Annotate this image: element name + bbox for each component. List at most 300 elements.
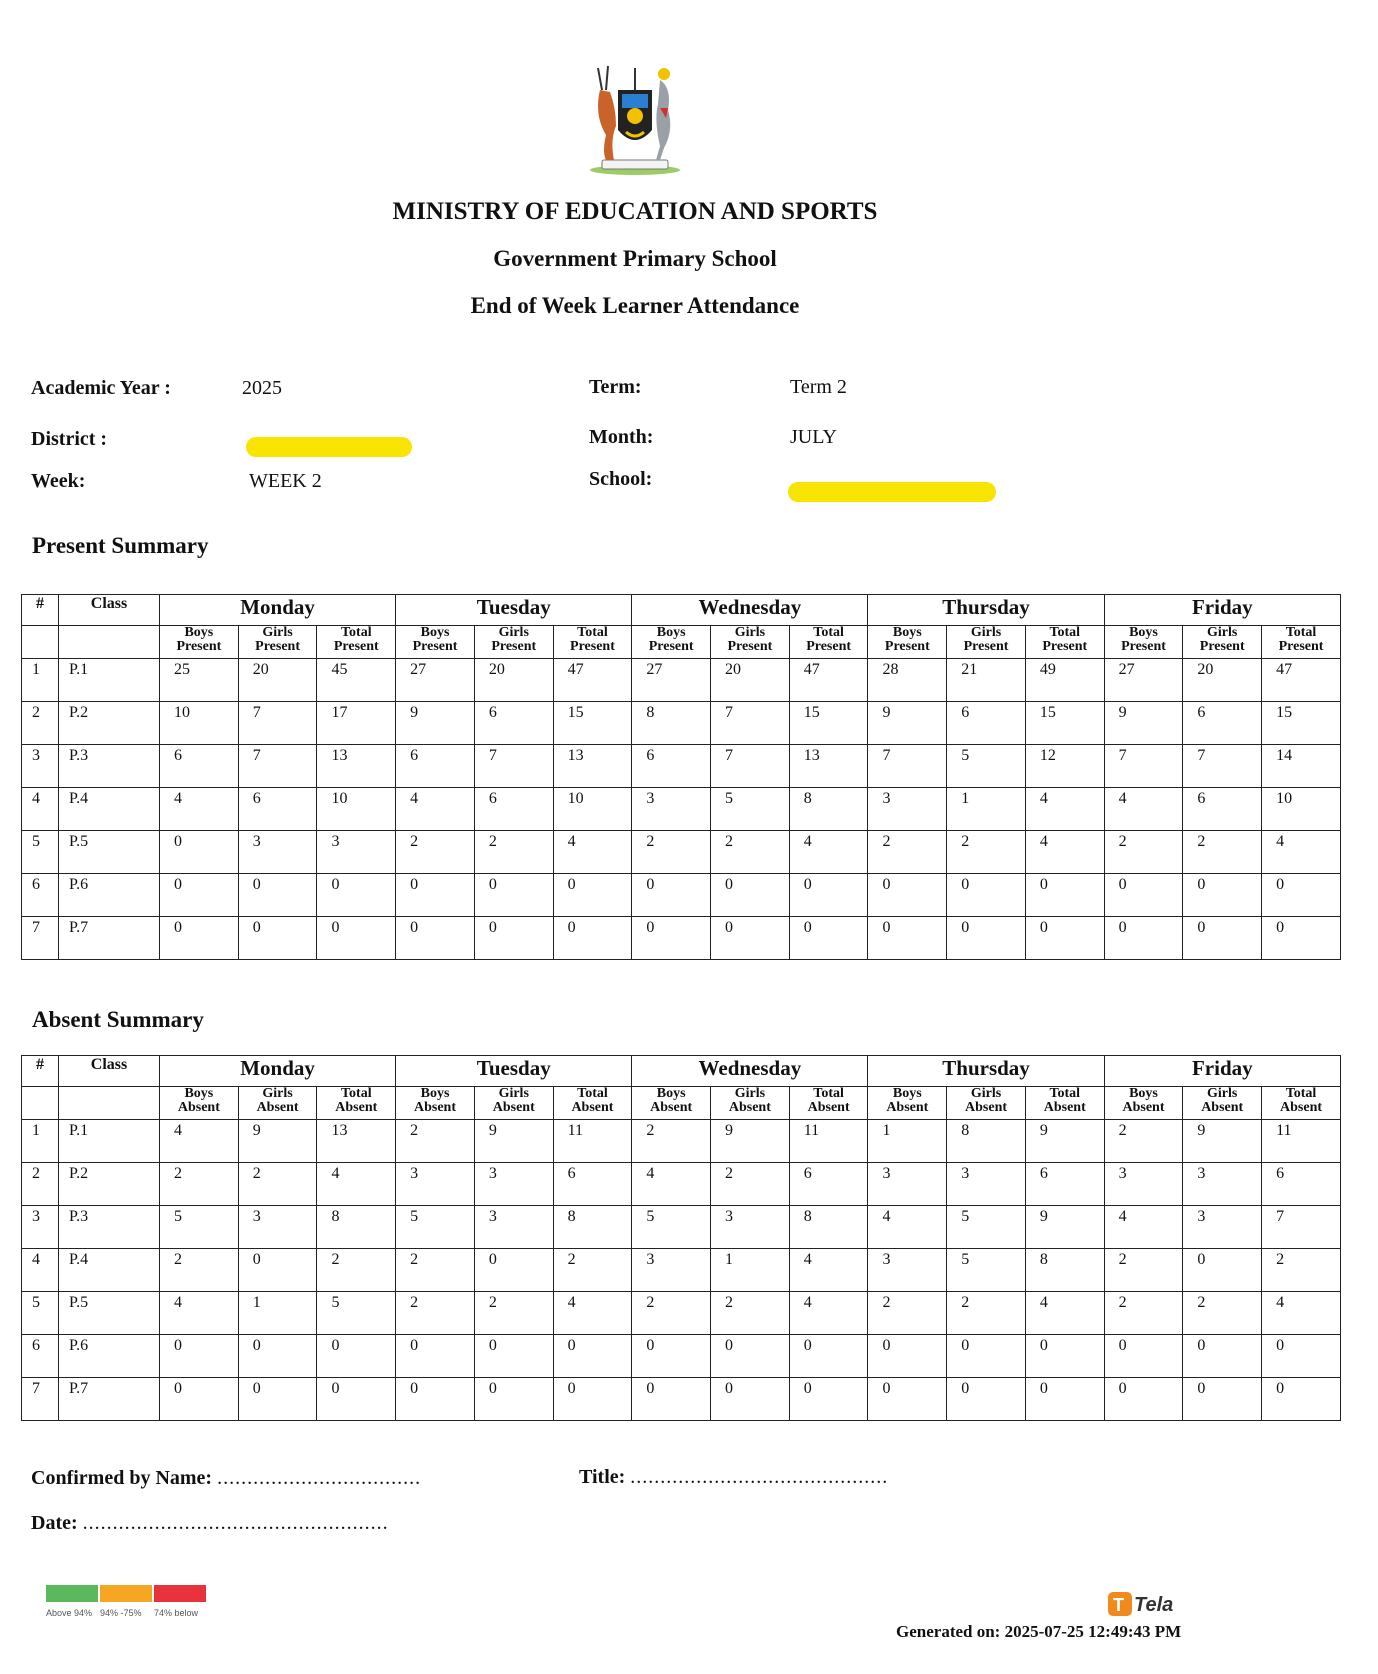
value-cell: 7: [474, 745, 553, 788]
value-cell: 0: [632, 917, 711, 960]
value-cell: 9: [238, 1120, 317, 1163]
row-number-cell: 1: [22, 659, 59, 702]
value-cell: 2: [396, 1249, 475, 1292]
value-cell: 7: [238, 702, 317, 745]
value-cell: 6: [789, 1163, 868, 1206]
value-cell: 0: [238, 1378, 317, 1421]
value-cell: 2: [1104, 1120, 1183, 1163]
value-cell: 2: [632, 831, 711, 874]
value-cell: 2: [868, 1292, 947, 1335]
value-cell: 13: [317, 1120, 396, 1163]
academic-year-label: Academic Year :: [31, 377, 171, 399]
present-sub-header-girls: Girls Present: [711, 626, 790, 659]
present-day-wednesday: Wednesday: [632, 595, 868, 626]
value-cell: 3: [474, 1206, 553, 1249]
value-cell: 12: [1025, 745, 1104, 788]
value-cell: 7: [238, 745, 317, 788]
value-cell: 0: [789, 874, 868, 917]
value-cell: 8: [789, 788, 868, 831]
value-cell: 4: [1025, 788, 1104, 831]
value-cell: 45: [317, 659, 396, 702]
value-cell: 2: [317, 1249, 396, 1292]
absent-sub-header-total: Total Absent: [553, 1087, 632, 1120]
value-cell: 0: [1025, 917, 1104, 960]
present-sub-header-total: Total Present: [1262, 626, 1341, 659]
value-cell: 4: [789, 1249, 868, 1292]
value-cell: 0: [160, 917, 239, 960]
present-day-tuesday: Tuesday: [396, 595, 632, 626]
value-cell: 4: [1025, 1292, 1104, 1335]
value-cell: 0: [1025, 1378, 1104, 1421]
table-row: [22, 1206, 1341, 1249]
value-cell: 8: [632, 702, 711, 745]
value-cell: 27: [632, 659, 711, 702]
value-cell: 11: [553, 1120, 632, 1163]
value-cell: 0: [868, 1335, 947, 1378]
present-sub-header-boys: Boys Present: [160, 626, 239, 659]
value-cell: 7: [1104, 745, 1183, 788]
row-number-cell: 7: [22, 1378, 59, 1421]
value-cell: 7: [711, 745, 790, 788]
value-cell: 2: [160, 1249, 239, 1292]
value-cell: 27: [396, 659, 475, 702]
date-field: [31, 1512, 389, 1535]
value-cell: 0: [474, 1378, 553, 1421]
value-cell: 0: [317, 874, 396, 917]
value-cell: 0: [238, 874, 317, 917]
value-cell: 0: [1183, 874, 1262, 917]
date-line: ...................................................: [82, 1512, 389, 1534]
value-cell: 13: [789, 745, 868, 788]
present-day-thursday: Thursday: [868, 595, 1104, 626]
absent-day-wednesday: Wednesday: [632, 1056, 868, 1087]
value-cell: 1: [947, 788, 1026, 831]
value-cell: 4: [789, 1292, 868, 1335]
value-cell: 20: [1183, 659, 1262, 702]
value-cell: 9: [1104, 702, 1183, 745]
value-cell: 8: [789, 1206, 868, 1249]
table-row: [22, 917, 1341, 960]
value-cell: 2: [711, 1163, 790, 1206]
value-cell: 9: [1025, 1206, 1104, 1249]
value-cell: 28: [868, 659, 947, 702]
value-cell: 1: [711, 1249, 790, 1292]
value-cell: 0: [868, 1378, 947, 1421]
value-cell: 27: [1104, 659, 1183, 702]
value-cell: 0: [396, 917, 475, 960]
absent-sub-header-total: Total Absent: [789, 1087, 868, 1120]
absent-sub-header-boys: Boys Absent: [632, 1087, 711, 1120]
value-cell: 3: [474, 1163, 553, 1206]
confirmed-by-line: ..................................: [217, 1467, 422, 1489]
value-cell: 2: [1104, 1292, 1183, 1335]
table-row: [22, 1249, 1341, 1292]
legend-label-low: 74% below: [154, 1608, 199, 1618]
row-number-cell: 2: [22, 1163, 59, 1206]
value-cell: 0: [868, 917, 947, 960]
value-cell: 0: [1104, 1378, 1183, 1421]
value-cell: 3: [317, 831, 396, 874]
present-sub-header-girls: Girls Present: [474, 626, 553, 659]
value-cell: 49: [1025, 659, 1104, 702]
value-cell: 4: [1262, 831, 1341, 874]
class-cell: P.3: [59, 1206, 160, 1249]
value-cell: 7: [1183, 745, 1262, 788]
table-row: [22, 702, 1341, 745]
value-cell: 0: [474, 1249, 553, 1292]
value-cell: 47: [553, 659, 632, 702]
school-type-heading: Government Primary School: [493, 246, 777, 271]
legend-swatch-green: [46, 1585, 98, 1602]
absent-summary-table: [21, 1055, 1341, 1421]
class-cell: P.5: [59, 1292, 160, 1335]
absent-day-monday: Monday: [160, 1056, 396, 1087]
value-cell: 0: [317, 917, 396, 960]
present-sub-header-boys: Boys Present: [868, 626, 947, 659]
table-row: [22, 831, 1341, 874]
absent-sub-header-total: Total Absent: [1025, 1087, 1104, 1120]
absent-sub-header-girls: Girls Absent: [711, 1087, 790, 1120]
value-cell: 9: [474, 1120, 553, 1163]
table-row: [22, 1292, 1341, 1335]
value-cell: 4: [1104, 1206, 1183, 1249]
present-sub-header-boys: Boys Present: [1104, 626, 1183, 659]
value-cell: 2: [711, 1292, 790, 1335]
value-cell: 3: [1104, 1163, 1183, 1206]
value-cell: 0: [1104, 1335, 1183, 1378]
title-line: ...........................................: [630, 1466, 889, 1488]
value-cell: 11: [1262, 1120, 1341, 1163]
value-cell: 10: [160, 702, 239, 745]
value-cell: 6: [1183, 702, 1262, 745]
value-cell: 0: [160, 1335, 239, 1378]
present-day-header-row: [22, 595, 1341, 626]
absent-sub-header-boys: Boys Absent: [868, 1087, 947, 1120]
value-cell: 15: [1262, 702, 1341, 745]
value-cell: 10: [553, 788, 632, 831]
value-cell: 0: [1025, 1335, 1104, 1378]
legend-swatch-orange: [100, 1585, 152, 1602]
value-cell: 6: [474, 702, 553, 745]
value-cell: 0: [317, 1335, 396, 1378]
row-number-cell: 5: [22, 1292, 59, 1335]
value-cell: 0: [789, 1335, 868, 1378]
absent-sub-header-girls: Girls Absent: [1183, 1087, 1262, 1120]
value-cell: 2: [632, 1120, 711, 1163]
class-cell: P.3: [59, 745, 160, 788]
value-cell: 0: [238, 1249, 317, 1292]
value-cell: 47: [789, 659, 868, 702]
row-number-cell: 6: [22, 874, 59, 917]
value-cell: 1: [868, 1120, 947, 1163]
value-cell: 0: [789, 917, 868, 960]
value-cell: 7: [1262, 1206, 1341, 1249]
present-sub-header-blank: [22, 626, 59, 659]
row-number-cell: 3: [22, 1206, 59, 1249]
district-label: District :: [31, 428, 108, 450]
value-cell: 5: [947, 745, 1026, 788]
report-title: End of Week Learner Attendance: [470, 293, 800, 318]
value-cell: 4: [160, 1292, 239, 1335]
class-cell: P.6: [59, 874, 160, 917]
confirmed-by-field: [31, 1467, 421, 1490]
school-label: School:: [589, 468, 653, 490]
value-cell: 3: [238, 831, 317, 874]
value-cell: 0: [1262, 1378, 1341, 1421]
value-cell: 3: [632, 1249, 711, 1292]
value-cell: 6: [1025, 1163, 1104, 1206]
value-cell: 0: [1262, 1335, 1341, 1378]
value-cell: 0: [1183, 917, 1262, 960]
legend-labels: [46, 1608, 208, 1618]
value-cell: 9: [1025, 1120, 1104, 1163]
value-cell: 6: [238, 788, 317, 831]
term-value: Term 2: [790, 376, 847, 398]
value-cell: 6: [1262, 1163, 1341, 1206]
value-cell: 2: [396, 1292, 475, 1335]
tela-brand-text: Tela: [1134, 1594, 1174, 1616]
value-cell: 2: [238, 1163, 317, 1206]
present-sub-header-total: Total Present: [789, 626, 868, 659]
value-cell: 0: [396, 874, 475, 917]
value-cell: 2: [632, 1292, 711, 1335]
value-cell: 0: [553, 874, 632, 917]
generated-timestamp: Generated on: 2025-07-25 12:49:43 PM: [896, 1622, 1182, 1641]
confirmed-by-label: Confirmed by Name:: [31, 1467, 213, 1489]
value-cell: 3: [238, 1206, 317, 1249]
table-row: [22, 1378, 1341, 1421]
value-cell: 1: [238, 1292, 317, 1335]
absent-sub-header-total: Total Absent: [1262, 1087, 1341, 1120]
value-cell: 5: [396, 1206, 475, 1249]
absent-sub-header-boys: Boys Absent: [1104, 1087, 1183, 1120]
value-cell: 4: [1025, 831, 1104, 874]
value-cell: 2: [396, 1120, 475, 1163]
value-cell: 0: [711, 1378, 790, 1421]
value-cell: 2: [396, 831, 475, 874]
value-cell: 8: [947, 1120, 1026, 1163]
value-cell: 20: [474, 659, 553, 702]
value-cell: 3: [868, 1163, 947, 1206]
present-sub-header-total: Total Present: [553, 626, 632, 659]
value-cell: 6: [1183, 788, 1262, 831]
absent-col-number: #: [22, 1056, 59, 1087]
value-cell: 2: [474, 1292, 553, 1335]
title-field: [579, 1466, 888, 1489]
value-cell: 20: [238, 659, 317, 702]
value-cell: 2: [1183, 1292, 1262, 1335]
value-cell: 5: [947, 1206, 1026, 1249]
district-redaction: [246, 437, 412, 457]
absent-day-thursday: Thursday: [868, 1056, 1104, 1087]
value-cell: 8: [553, 1206, 632, 1249]
absent-sub-header-blank: [22, 1087, 59, 1120]
week-value: WEEK 2: [249, 470, 322, 492]
table-row: [22, 745, 1341, 788]
value-cell: 0: [474, 1335, 553, 1378]
date-label: Date:: [31, 1512, 78, 1534]
row-number-cell: 7: [22, 917, 59, 960]
value-cell: 0: [1262, 874, 1341, 917]
absent-day-tuesday: Tuesday: [396, 1056, 632, 1087]
value-cell: 4: [632, 1163, 711, 1206]
row-number-cell: 4: [22, 1249, 59, 1292]
value-cell: 4: [160, 1120, 239, 1163]
svg-text:T: T: [1113, 1595, 1124, 1615]
table-row: [22, 1163, 1341, 1206]
table-row: [22, 1335, 1341, 1378]
value-cell: 10: [317, 788, 396, 831]
value-cell: 21: [947, 659, 1026, 702]
legend-label-high: Above 94%: [46, 1608, 93, 1618]
value-cell: 0: [1104, 917, 1183, 960]
value-cell: 10: [1262, 788, 1341, 831]
value-cell: 14: [1262, 745, 1341, 788]
value-cell: 4: [1104, 788, 1183, 831]
absent-sub-header-row: [22, 1087, 1341, 1120]
value-cell: 0: [553, 917, 632, 960]
legend-label-mid: 94% -75%: [100, 1608, 142, 1618]
absent-day-header-row: [22, 1056, 1341, 1087]
row-number-cell: 2: [22, 702, 59, 745]
value-cell: 6: [396, 745, 475, 788]
value-cell: 2: [947, 1292, 1026, 1335]
value-cell: 4: [789, 831, 868, 874]
color-legend: [46, 1585, 208, 1603]
present-sub-header-girls: Girls Present: [1183, 626, 1262, 659]
present-sub-header-girls: Girls Present: [238, 626, 317, 659]
class-cell: P.5: [59, 831, 160, 874]
class-cell: P.7: [59, 917, 160, 960]
table-row: [22, 788, 1341, 831]
class-cell: P.4: [59, 788, 160, 831]
value-cell: 0: [947, 917, 1026, 960]
value-cell: 2: [711, 831, 790, 874]
value-cell: 5: [632, 1206, 711, 1249]
present-sub-header-blank: [59, 626, 160, 659]
present-col-number: #: [22, 595, 59, 626]
value-cell: 0: [474, 874, 553, 917]
value-cell: 0: [1183, 1378, 1262, 1421]
value-cell: 0: [396, 1378, 475, 1421]
coat-of-arms-icon: [580, 60, 690, 175]
value-cell: 3: [1183, 1163, 1262, 1206]
legend-swatch-red: [154, 1585, 206, 1602]
academic-year-value: 2025: [242, 377, 282, 399]
value-cell: 2: [1104, 831, 1183, 874]
table-row: [22, 1120, 1341, 1163]
value-cell: 17: [317, 702, 396, 745]
value-cell: 3: [868, 788, 947, 831]
value-cell: 0: [1025, 874, 1104, 917]
value-cell: 3: [947, 1163, 1026, 1206]
value-cell: 0: [947, 1335, 1026, 1378]
value-cell: 9: [396, 702, 475, 745]
value-cell: 15: [553, 702, 632, 745]
row-number-cell: 1: [22, 1120, 59, 1163]
value-cell: 0: [947, 1378, 1026, 1421]
value-cell: 0: [1104, 874, 1183, 917]
value-cell: 2: [553, 1249, 632, 1292]
value-cell: 6: [160, 745, 239, 788]
class-cell: P.1: [59, 659, 160, 702]
value-cell: 2: [947, 831, 1026, 874]
table-row: [22, 659, 1341, 702]
present-sub-header-total: Total Present: [317, 626, 396, 659]
row-number-cell: 3: [22, 745, 59, 788]
value-cell: 0: [1183, 1335, 1262, 1378]
value-cell: 0: [632, 1378, 711, 1421]
value-cell: 3: [1183, 1206, 1262, 1249]
value-cell: 0: [947, 874, 1026, 917]
absent-sub-header-blank: [59, 1087, 160, 1120]
value-cell: 2: [1262, 1249, 1341, 1292]
present-summary-table: [21, 594, 1341, 960]
value-cell: 0: [789, 1378, 868, 1421]
value-cell: 6: [474, 788, 553, 831]
value-cell: 9: [868, 702, 947, 745]
value-cell: 8: [1025, 1249, 1104, 1292]
row-number-cell: 4: [22, 788, 59, 831]
present-sub-header-row: [22, 626, 1341, 659]
value-cell: 13: [317, 745, 396, 788]
value-cell: 3: [711, 1206, 790, 1249]
value-cell: 47: [1262, 659, 1341, 702]
value-cell: 5: [160, 1206, 239, 1249]
present-day-monday: Monday: [160, 595, 396, 626]
value-cell: 3: [868, 1249, 947, 1292]
value-cell: 0: [553, 1335, 632, 1378]
absent-day-friday: Friday: [1104, 1056, 1340, 1087]
value-cell: 4: [553, 831, 632, 874]
value-cell: 0: [238, 1335, 317, 1378]
value-cell: 2: [1104, 1249, 1183, 1292]
value-cell: 5: [711, 788, 790, 831]
value-cell: 8: [317, 1206, 396, 1249]
table-row: [22, 874, 1341, 917]
value-cell: 20: [711, 659, 790, 702]
value-cell: 0: [1183, 1249, 1262, 1292]
present-day-friday: Friday: [1104, 595, 1340, 626]
value-cell: 0: [474, 917, 553, 960]
class-cell: P.7: [59, 1378, 160, 1421]
row-number-cell: 6: [22, 1335, 59, 1378]
value-cell: 4: [1262, 1292, 1341, 1335]
absent-summary-title: Absent Summary: [32, 1007, 204, 1032]
value-cell: 3: [396, 1163, 475, 1206]
tela-logo-icon: [1108, 1590, 1188, 1618]
value-cell: 4: [553, 1292, 632, 1335]
value-cell: 9: [711, 1120, 790, 1163]
present-summary-title: Present Summary: [32, 533, 209, 558]
month-label: Month:: [589, 426, 654, 448]
value-cell: 4: [396, 788, 475, 831]
school-redaction: [788, 482, 996, 502]
value-cell: 11: [789, 1120, 868, 1163]
value-cell: 4: [868, 1206, 947, 1249]
value-cell: 0: [711, 874, 790, 917]
value-cell: 15: [789, 702, 868, 745]
present-sub-header-girls: Girls Present: [947, 626, 1026, 659]
present-sub-header-total: Total Present: [1025, 626, 1104, 659]
value-cell: 0: [317, 1378, 396, 1421]
class-cell: P.4: [59, 1249, 160, 1292]
present-col-class: Class: [59, 595, 160, 626]
value-cell: 5: [317, 1292, 396, 1335]
absent-col-class: Class: [59, 1056, 160, 1087]
class-cell: P.1: [59, 1120, 160, 1163]
ministry-heading: MINISTRY OF EDUCATION AND SPORTS: [392, 198, 878, 225]
